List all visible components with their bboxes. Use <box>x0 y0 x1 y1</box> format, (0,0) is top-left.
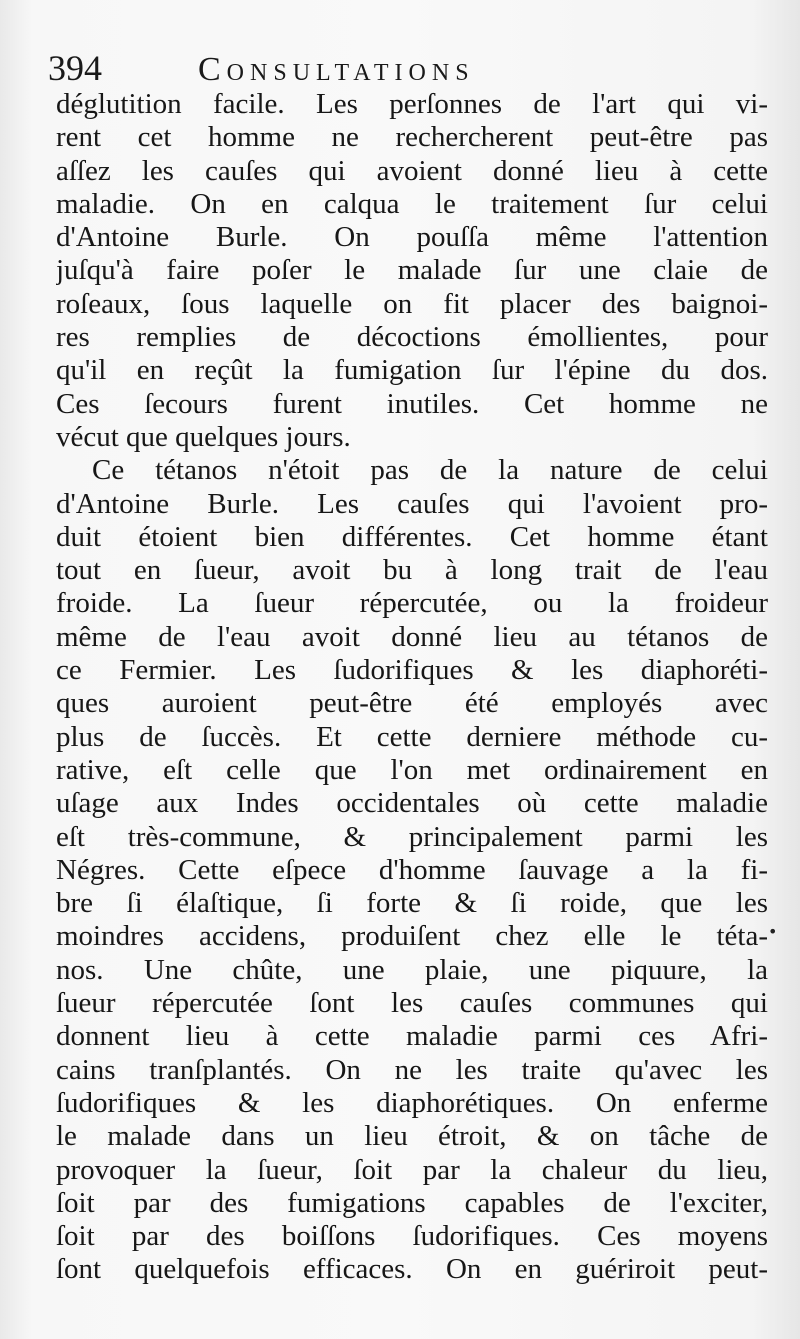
text-line: ſoit par des fumigations capables de l'exciter, <box>56 1186 768 1219</box>
body-text <box>56 88 768 1287</box>
text-line: même de l'eau avoit donné lieu au tétanos de <box>56 620 768 653</box>
page-number: 394 <box>48 48 102 88</box>
text-line: ſoit par des boiſſons ſudorifiques. Ces moyens <box>56 1220 768 1253</box>
text-line: d'Antoine Burle. Les cauſes qui l'avoient pro- <box>56 487 768 520</box>
text-line: Ces ſecours furent inutiles. Cet homme ne <box>56 387 768 420</box>
running-head: Consultations <box>198 51 475 88</box>
text-line: Négres. Cette eſpece d'homme ſauvage a la fi- <box>56 853 768 886</box>
text-line: moindres accidens, produiſent chez elle le téta- <box>56 920 768 953</box>
text-line: uſage aux Indes occidentales où cette maladie <box>56 787 768 820</box>
text-line: ce Fermier. Les ſudorifiques & les diaphoréti- <box>56 654 768 687</box>
text-line: qu'il en reçût la fumigation ſur l'épine du dos. <box>56 354 768 387</box>
margin-bullet-mark: • <box>768 922 778 941</box>
text-line: d'Antoine Burle. On pouſſa même l'attention <box>56 221 768 254</box>
text-line: déglutition facile. Les perſonnes de l'art qui vi- <box>56 88 768 120</box>
text-line: ſudorifiques & les diaphorétiques. On enferme <box>56 1086 768 1119</box>
text-line: rative, eſt celle que l'on met ordinairement en <box>56 753 768 786</box>
text-line: maladie. On en calqua le traitement ſur celui <box>56 187 768 220</box>
text-line: juſqu'à faire poſer le malade ſur une claie de <box>56 254 768 287</box>
text-line: plus de ſuccès. Et cette derniere méthode cu- <box>56 720 768 753</box>
text-line: ques auroient peut-être été employés avec <box>56 687 768 720</box>
text-line: res remplies de décoctions émollientes, pour <box>56 321 768 354</box>
paragraph-start-line: Ce tétanos n'étoit pas de la nature de celui <box>92 454 768 487</box>
text-line: bre ſi élaſtique, ſi forte & ſi roide, que les <box>56 887 768 920</box>
text-line: donnent lieu à cette maladie parmi ces Afri- <box>56 1020 768 1053</box>
text-line: provoquer la ſueur, ſoit par la chaleur du lieu, <box>56 1153 768 1186</box>
text-line: duit étoient bien différentes. Cet homme étant <box>56 520 768 553</box>
page-header <box>48 40 748 94</box>
text-line: roſeaux, ſous laquelle on fit placer des baignoi- <box>56 287 768 320</box>
text-line: ſueur répercutée ſont les cauſes communes qui <box>56 987 768 1020</box>
text-line: ſont quelquefois efficaces. On en guériroit peut- <box>56 1253 768 1286</box>
text-line: vécut que quelques jours. <box>56 420 351 453</box>
text-line: froide. La ſueur répercutée, ou la froideur <box>56 587 768 620</box>
text-line: cains tranſplantés. On ne les traite qu'avec les <box>56 1053 768 1086</box>
text-line: nos. Une chûte, une plaie, une piquure, la <box>56 953 768 986</box>
text-line: rent cet homme ne rechercherent peut-être pas <box>56 121 768 154</box>
text-line: le malade dans un lieu étroit, & on tâche de <box>56 1120 768 1153</box>
text-line: eſt très-commune, & principalement parmi les <box>56 820 768 853</box>
text-line: tout en ſueur, avoit bu à long trait de l'eau <box>56 554 768 587</box>
text-line: aſſez les cauſes qui avoient donné lieu à cette <box>56 154 768 187</box>
